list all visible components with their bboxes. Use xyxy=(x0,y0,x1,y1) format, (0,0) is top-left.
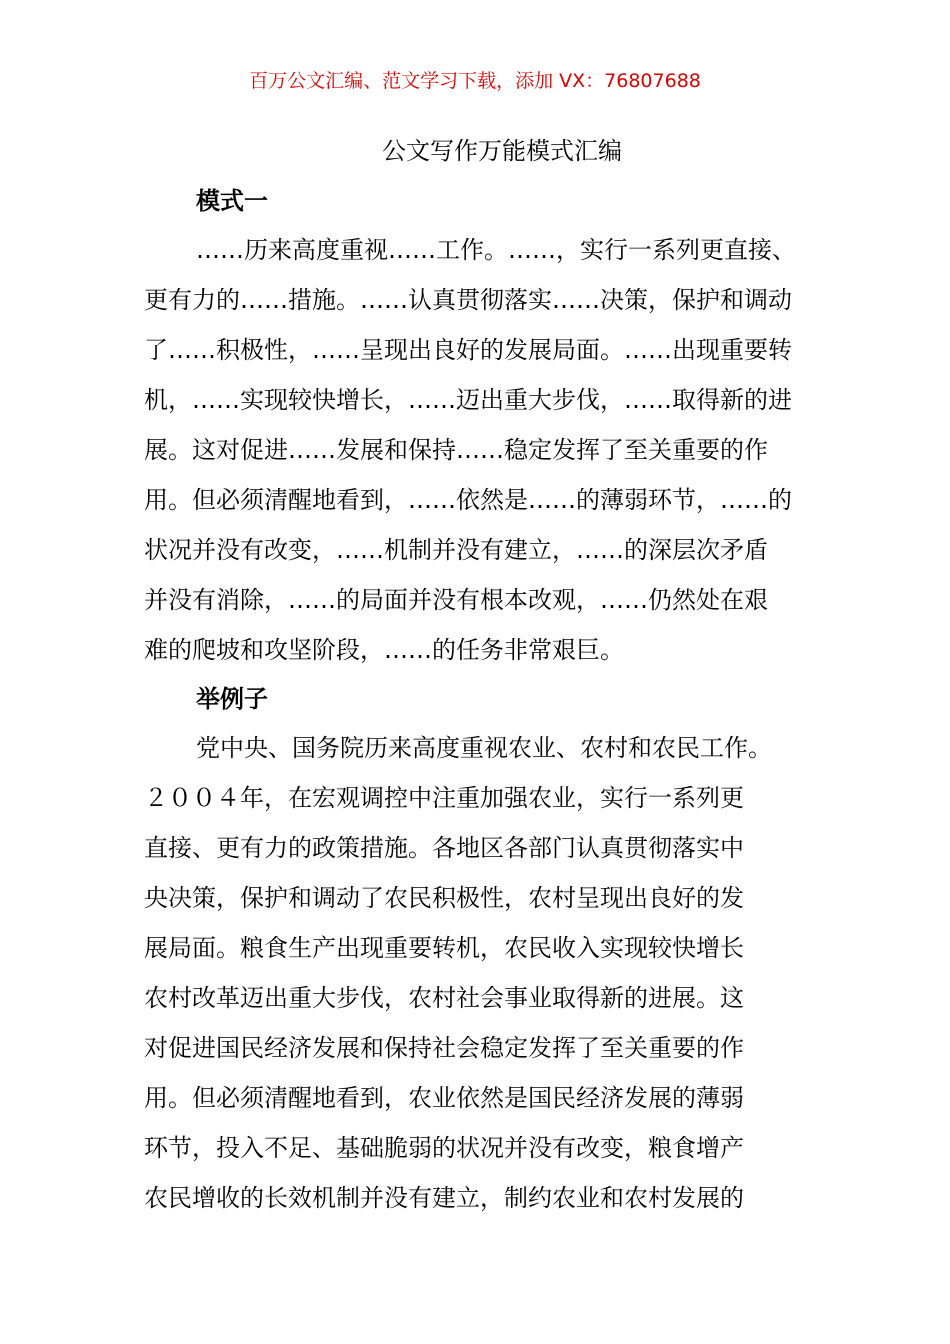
header-contact-note: 百万公文汇编、范文学习下载，添加 VX：76807688 xyxy=(249,70,701,92)
section-body-example xyxy=(144,723,772,1223)
paragraph-line: ２００４年，在宏观调控中注重加强农业，实行一系列更 xyxy=(144,784,744,812)
document-title: 公文写作万能模式汇编 xyxy=(382,137,622,165)
paragraph-line: ……历来高度重视……工作。……，实行一系列更直接、 xyxy=(196,236,796,264)
paragraph-line: 难的爬坡和攻坚阶段，……的任务非常艰巨。 xyxy=(144,636,624,664)
paragraph-line: 党中央、国务院历来高度重视农业、农村和农民工作。 xyxy=(196,734,772,762)
paragraph-line: 并没有消除，……的局面并没有根本改观，……仍然处在艰 xyxy=(144,586,768,614)
paragraph-line: 农民增收的长效机制并没有建立，制约农业和农村发展的 xyxy=(144,1184,744,1212)
paragraph-line: 状况并没有改变，……机制并没有建立，……的深层次矛盾 xyxy=(144,536,768,564)
paragraph-line: 展。这对促进……发展和保持……稳定发挥了至关重要的作 xyxy=(144,436,768,464)
section-heading-example: 举例子 xyxy=(196,685,268,713)
paragraph-line: 用。但必须清醒地看到，……依然是……的薄弱环节，……的 xyxy=(144,486,792,514)
section-heading-mode-one: 模式一 xyxy=(196,187,268,215)
paragraph-line: 对促进国民经济发展和保持社会稳定发挥了至关重要的作 xyxy=(144,1034,744,1062)
paragraph-line: 更有力的……措施。……认真贯彻落实……决策，保护和调动 xyxy=(144,286,792,314)
paragraph-line: 机，……实现较快增长，……迈出重大步伐，……取得新的进 xyxy=(144,386,792,414)
paragraph-line: 展局面。粮食生产出现重要转机，农民收入实现较快增长 xyxy=(144,934,744,962)
paragraph-line: 直接、更有力的政策措施。各地区各部门认真贯彻落实中 xyxy=(144,834,744,862)
section-body-mode-one xyxy=(144,225,796,675)
paragraph-line: 农村改革迈出重大步伐，农村社会事业取得新的进展。这 xyxy=(144,984,744,1012)
paragraph-line: 了……积极性，……呈现出良好的发展局面。……出现重要转 xyxy=(144,336,792,364)
paragraph-line: 央决策，保护和调动了农民积极性，农村呈现出良好的发 xyxy=(144,884,744,912)
paragraph-line: 环节，投入不足、基础脆弱的状况并没有改变，粮食增产 xyxy=(144,1134,744,1162)
paragraph-line: 用。但必须清醒地看到，农业依然是国民经济发展的薄弱 xyxy=(144,1084,744,1112)
